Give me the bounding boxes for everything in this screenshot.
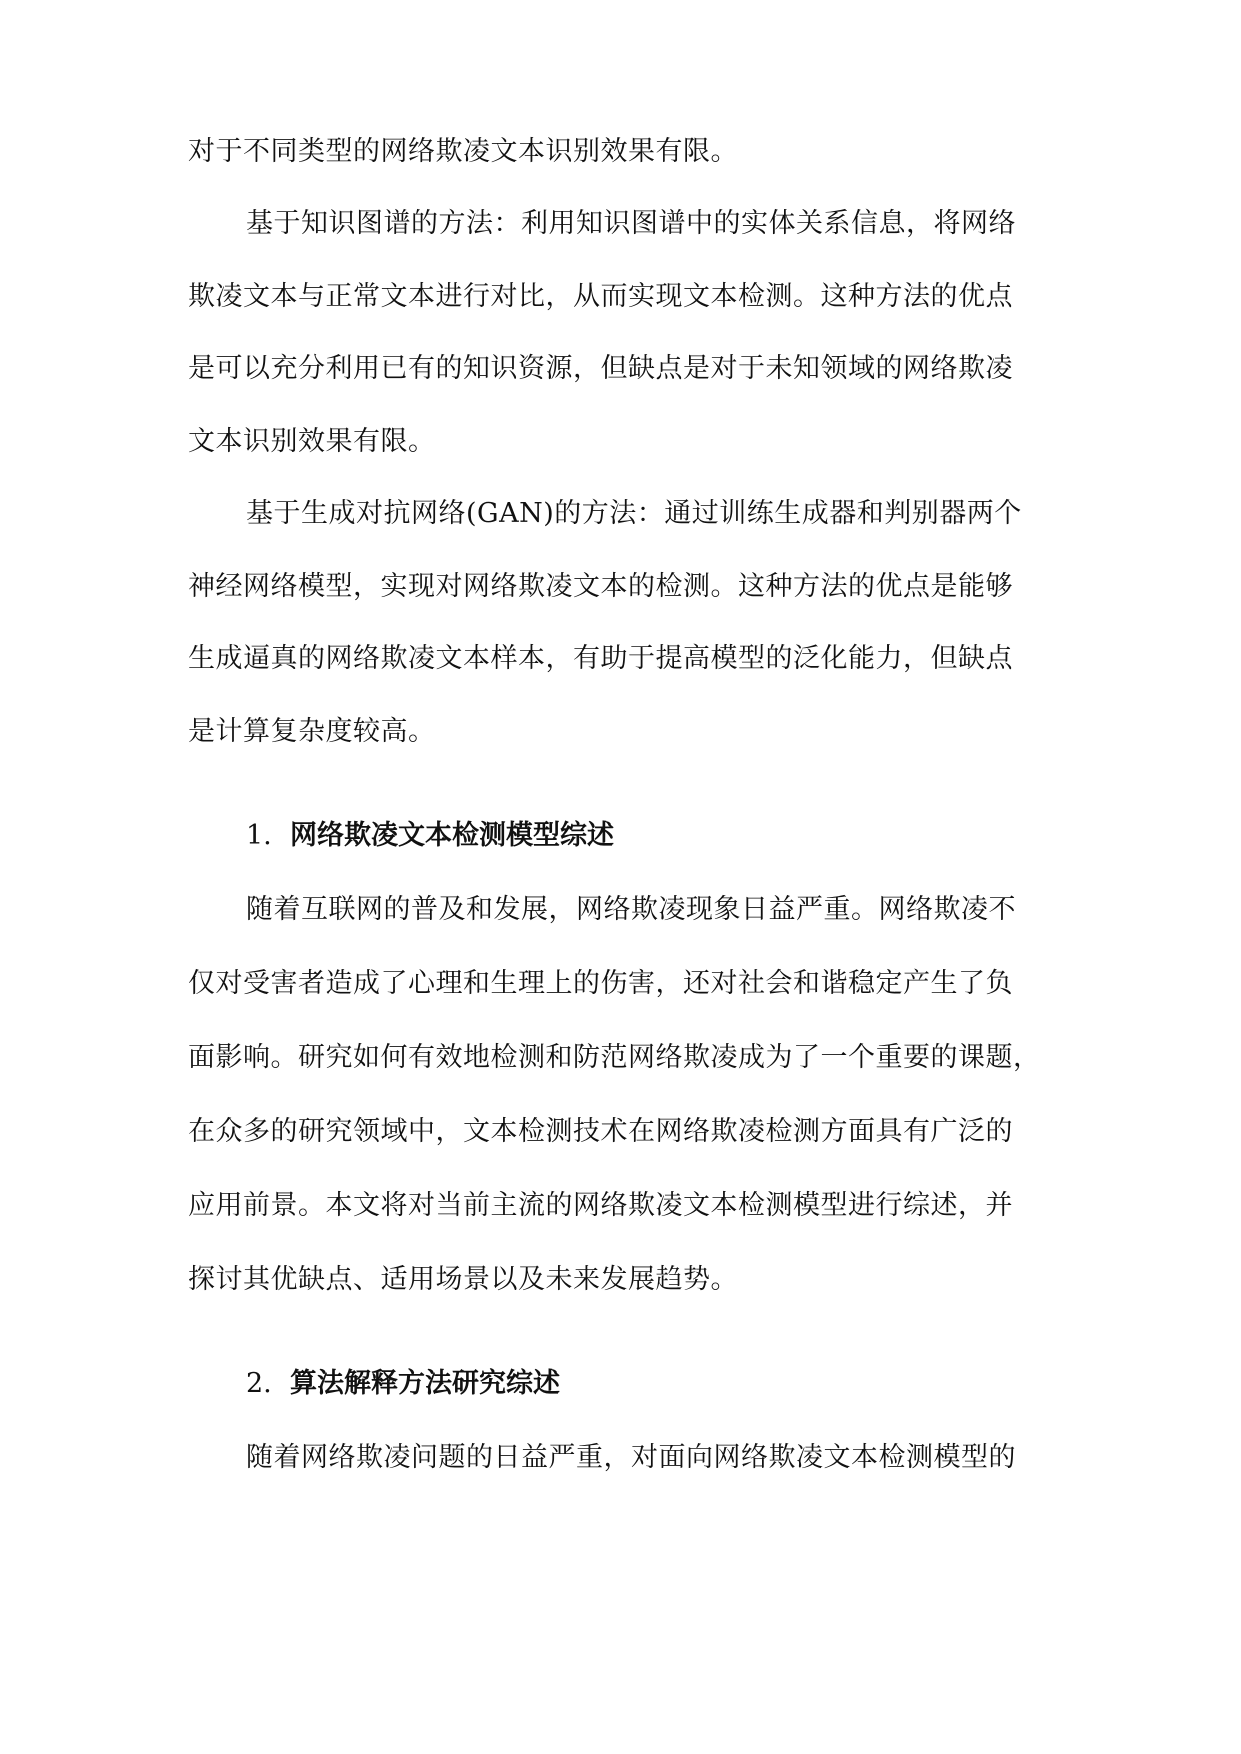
paragraph-line: 欺凌文本与正常文本进行对比，从而实现文本检测。这种方法的优点: [188, 281, 1013, 312]
section-number: 2.: [246, 1368, 272, 1399]
paragraph-line: 在众多的研究领域中，文本检测技术在网络欺凌检测方面具有广泛的: [188, 1116, 1013, 1147]
paragraph-line: 仅对受害者造成了心理和生理上的伤害，还对社会和谐稳定产生了负: [188, 968, 1013, 999]
paragraph-line: 文本识别效果有限。: [188, 426, 436, 457]
section-title: 算法解释方法研究综述: [290, 1368, 560, 1399]
paragraph-line: 基于生成对抗网络(GAN)的方法：通过训练生成器和判别器两个: [246, 498, 1022, 529]
section-title: 网络欺凌文本检测模型综述: [290, 820, 614, 851]
paragraph-line: 对于不同类型的网络欺凌文本识别效果有限。: [188, 136, 738, 167]
section-heading: [246, 1366, 560, 1402]
paragraph-line: 是可以充分利用已有的知识资源，但缺点是对于未知领域的网络欺凌: [188, 353, 1013, 384]
paragraph-line: 应用前景。本文将对当前主流的网络欺凌文本检测模型进行综述，并: [188, 1190, 1013, 1221]
paragraph-line: 基于知识图谱的方法：利用知识图谱中的实体关系信息，将网络: [246, 208, 1016, 239]
section-number: 1.: [246, 820, 272, 851]
paragraph-line: 随着互联网的普及和发展，网络欺凌现象日益严重。网络欺凌不: [246, 894, 1016, 925]
paragraph-line: 探讨其优缺点、适用场景以及未来发展趋势。: [188, 1264, 738, 1295]
paragraph-line: 随着网络欺凌问题的日益严重，对面向网络欺凌文本检测模型的: [246, 1442, 1016, 1473]
paragraph-line: 面影响。研究如何有效地检测和防范网络欺凌成为了一个重要的课题，: [188, 1042, 1041, 1073]
paragraph-line: 生成逼真的网络欺凌文本样本，有助于提高模型的泛化能力，但缺点: [188, 643, 1013, 674]
section-heading: [246, 818, 614, 854]
paragraph-line: 神经网络模型，实现对网络欺凌文本的检测。这种方法的优点是能够: [188, 571, 1013, 602]
paragraph-line: 是计算复杂度较高。: [188, 716, 436, 747]
